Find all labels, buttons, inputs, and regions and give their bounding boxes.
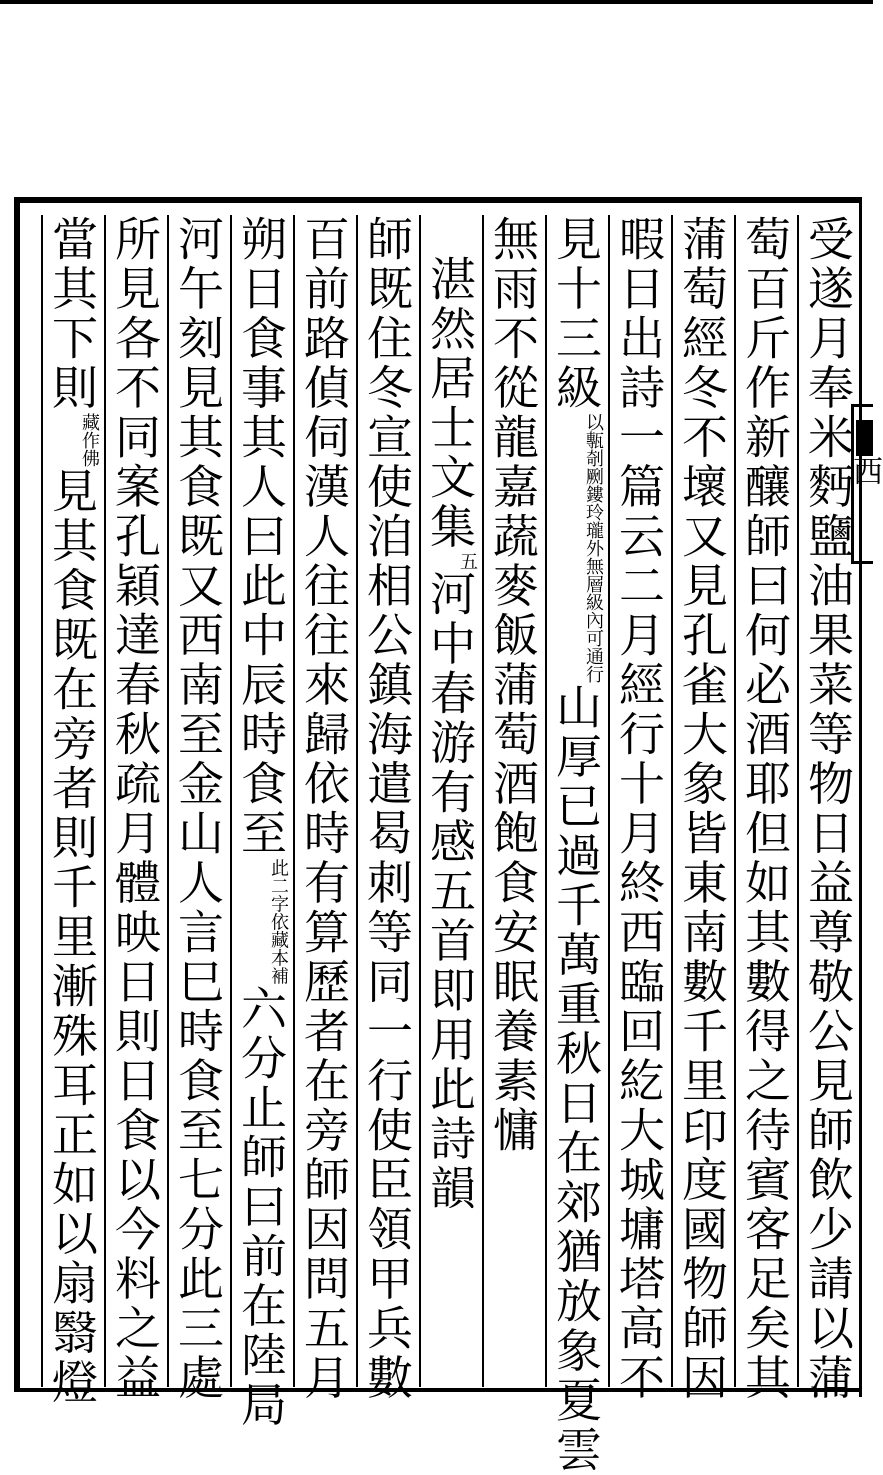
column-text: 所見各不同案孔穎達春秋疏月體映日則日食以今料之益 [108, 215, 162, 1403]
text-column [41, 215, 103, 1408]
text-column [671, 215, 733, 1403]
interlinear-note: 以甎剞劂鏤玲瓏外無層級內可通行 [583, 413, 604, 683]
top-rule [0, 0, 873, 4]
column-text: 蒲萄經冬不壞又見孔雀大象皆東南數千里印度國物師因 [675, 215, 729, 1403]
text-block [14, 197, 859, 1475]
column-text: 暇日出詩一篇云二月經行十月終西臨回紇大城墉塔高不 [612, 215, 666, 1403]
text-column [356, 215, 418, 1403]
column-text: 受遂月奉米麪鹽油果菜等物日益尊敬公見師飲少請以蒲 [801, 215, 855, 1403]
column-text: 山厚已過千萬重秋日在郊猶放象夏雲 [549, 683, 603, 1475]
side-tab-character: 西 [853, 455, 883, 490]
text-column [734, 215, 796, 1403]
right-margin-rule [859, 197, 862, 1397]
text-column [545, 215, 607, 1475]
column-text: 師既住冬宣使洎相公鎮海遣曷刺等同一行使臣領甲兵數 [360, 215, 414, 1403]
text-column [419, 215, 481, 1387]
text-column [167, 215, 229, 1403]
column-text: 百前路偵伺漢人往往來歸依時有算歷者在旁師因問五月 [297, 215, 351, 1403]
column-text: 河中春游有感五首即用此詩韻 [423, 570, 477, 1214]
text-column [104, 215, 166, 1403]
column-text: 六分止師曰前在陸局 [234, 984, 288, 1430]
column-text: 見十三級 [549, 215, 603, 413]
text-column [230, 215, 292, 1430]
text-column [797, 215, 859, 1403]
column-text: 河午刻見其食既又西南至金山人言巳時食至七分此三處 [171, 215, 225, 1403]
column-text: 萄百斤作新釀師曰何必酒耶但如其數得之待賓客足矣其 [738, 215, 792, 1403]
text-column [482, 215, 544, 1387]
column-text: 湛然居士文集 [423, 255, 477, 552]
interlinear-note: 此二字依藏本補 [268, 858, 289, 985]
column-text: 當其下則 [45, 215, 99, 413]
text-column [293, 215, 355, 1403]
column-text: 見其食既在旁者則千里漸殊耳正如以扇翳燈 [45, 467, 99, 1408]
interlinear-note: 藏作佛 [79, 413, 100, 467]
page-number-note: 五 [457, 552, 478, 570]
column-text: 無雨不從龍嘉蔬麥飯蒲萄酒飽食安眠養素慵 [486, 215, 540, 1156]
text-column [608, 215, 670, 1403]
column-text: 朔日食事其人曰此中辰時食至 [234, 215, 288, 859]
